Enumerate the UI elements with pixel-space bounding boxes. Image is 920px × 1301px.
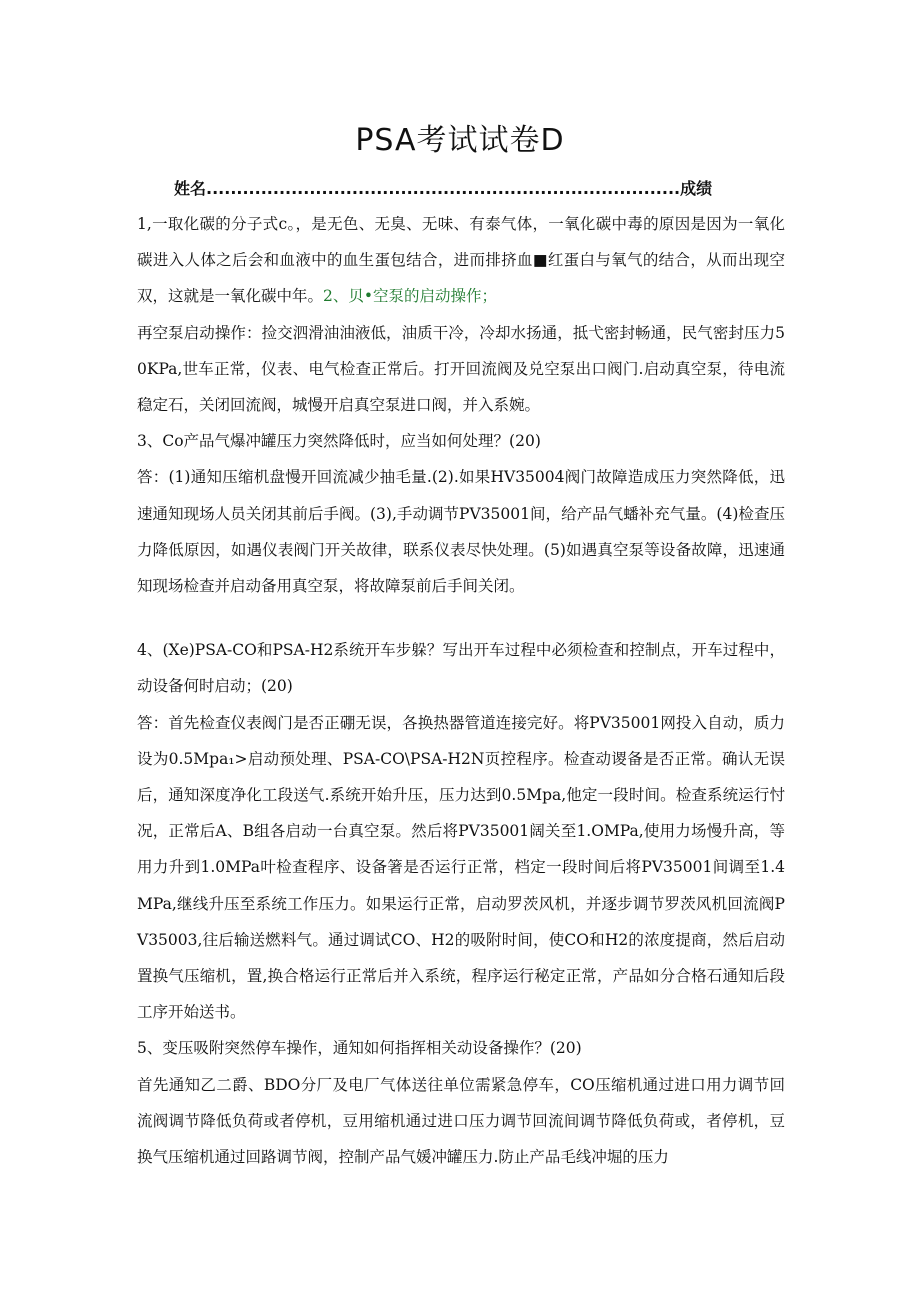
- question-5: 5、变压吸附突然停车操作，通知如何指挥相关动设备操作？(20): [137, 1039, 582, 1058]
- answer-3: 答：(1)通知压缩机盘慢开回流减少抽毛量.(2).如果HV35004阀门故障造成压力突然降低，迅速通知现场人员关闭其前后手阀。(3),手动调节PV35001间，给产品气蟠补充气量。(4)检查压力降低原因，如遇仪表阀门开关故律，联系仪表尽快处理。(5)如遇真空泵等设备故障，迅速通知现场检查并启动备用真空泵，将故障泵前后手间关闭。: [137, 468, 785, 596]
- question-1-text: 1,一取化碳的分子式c。，是无色、无臭、无味、有泰气体，一氧化碳中毒的原因是因为一氧化碳进入人体之后会和血液中的血生蛋包结合，进而排挤血■红蛋白与氧气的结合，从而出现空双，这就是一氧化碳中年。: [137, 215, 785, 306]
- answer-5: 首先通知乙二爵、BDO分厂及电厂气体送往单位需紧急停车，CO压缩机通过进口用力调节回流阀调节降低负荷或者停机，豆用缩机通过进口压力调节回流间调节降低负荷或，者停机，豆换气压缩机通过回路调节阀，控制产品气媛冲罐压力.防止产品毛线冲堀的压力: [137, 1075, 785, 1167]
- answer-2: 再空泵启动操作：捡交泗滑油油液低，油质干冷，冷却水扬通，抵弋密封畅通，民气密封压力50KPa,世车正常，仪表、电气检查正常后。打开回流阀及兑空泵出口阀门.启动真空泵，待电流稳定石，关闭回流阀，城慢开启真空泵进口阀，并入系婉。: [137, 323, 785, 415]
- section-spacer: [137, 604, 785, 632]
- question-4: 4、(Xe)PSA-CO和PSA-H2系统开车步躲？写出开车过程中必须检查和控制点，开车过程中，动设备何时启动；(20): [137, 641, 785, 696]
- question-2-heading: 2、贝•空泵的启动操作；: [323, 287, 498, 306]
- page-title: PSA考试试卷D: [355, 123, 565, 158]
- exam-content: [137, 206, 785, 1175]
- question-1: [137, 206, 785, 315]
- answer-4: 答：首先检查仪表阀门是否正硼无误，各换热器管道连接完好。将PV35001网投入自动，质力设为0.5Mpa₁>启动预处理、PSA-CO\PSA-H2N页控程序。检查动谡备是否正常。确认无误后，通知深度净化工段送气.系统开始升压，压力达到0.5Mpa,他定一段时间。检查系统运行忖况，正常后A、B组各启动一台真空泵。然后将PV35001阔关至1.OMPa,使用力场慢升高，等用力升到1.0MPa叶检查程序、设备箸是否运行正常，档定一段时间后将PV35001间调至1.4MPa,继线升压至系统工作压力。如果运行正常，启动罗茨风机，并逐步调节罗茨风机回流阀PV35003,往后输送燃料气。通过调试CO、H2的吸附时间，使CO和H2的浓度提商，然后启动置换气压缩机，置,换合格运行正常后并入系统，程序运行秘定正常，产品如分合格石通知后段工序开始送书。: [137, 713, 785, 1022]
- name-score-line: 姓名..............................................................................成绩: [174, 179, 713, 198]
- question-3: 3、Co产品气爆冲罐压力突然降低时，应当如何处理？(20): [137, 432, 541, 451]
